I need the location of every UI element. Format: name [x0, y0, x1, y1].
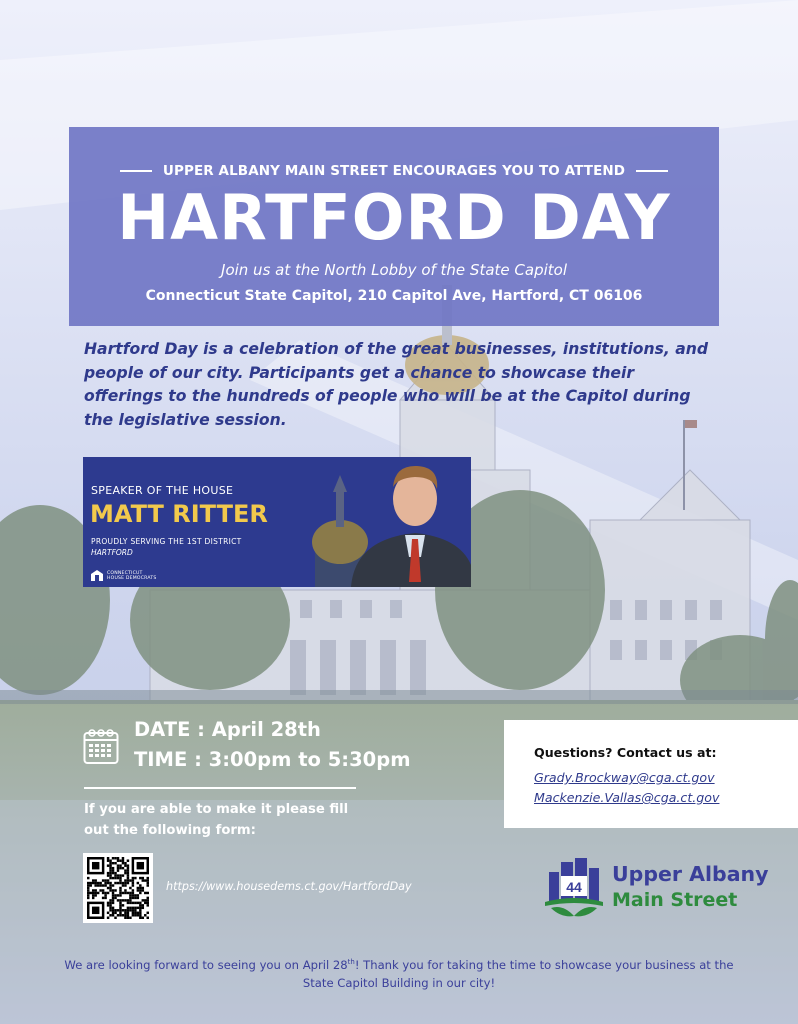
kicker-rule-right [636, 170, 668, 172]
speaker-name: MATT RITTER [90, 500, 268, 528]
calendar-icon [83, 727, 119, 765]
kicker-rule-left [120, 170, 152, 172]
speaker-district: PROUDLY SERVING THE 1ST DISTRICT [91, 537, 242, 546]
upper-albany-logo-icon [543, 858, 605, 918]
org-line1: CONNECTICUT [107, 570, 143, 576]
qr-code[interactable] [83, 853, 153, 923]
contact-email-link[interactable]: Mackenzie.Vallas@cga.ct.gov [534, 790, 720, 805]
form-url-link[interactable]: https://www.housedems.ct.gov/HartfordDay [166, 880, 412, 893]
footer-message [60, 953, 738, 992]
contact-email-link[interactable]: Grady.Brockway@cga.ct.gov [534, 770, 715, 785]
brand-name-line2: Main Street [612, 889, 738, 911]
house-democrats-logo [91, 570, 156, 581]
event-time: TIME : 3:00pm to 5:30pm [134, 748, 411, 771]
event-title: HARTFORD DAY [117, 181, 671, 254]
event-description: Hartford Day is a celebration of the great businesses, institutions, and people of our city. Participants get a chance to showcase their offerings to the hundreds of people who will be at the Capitol during the legislative session. [84, 340, 709, 429]
form-note: If you are able to make it please fill out the following form: [84, 802, 349, 838]
footer-text-part2: ! Thank you for taking the time to showcase your business at the State Capitol Building in our city! [302, 957, 734, 990]
contact-box [504, 720, 798, 828]
brand-badge: 44 [566, 879, 582, 895]
contact-title: Questions? Contact us at: [534, 745, 717, 760]
event-address: Connecticut State Capitol, 210 Capitol Ave, Hartford, CT 06106 [145, 288, 643, 304]
footer-sup: th [347, 958, 355, 966]
speaker-card [83, 457, 471, 587]
org-line2: HOUSE DEMOCRATS [107, 575, 157, 581]
event-date: DATE : April 28th [134, 718, 321, 741]
qr-code-pattern [87, 857, 149, 919]
house-democrats-logo-icon [91, 570, 103, 581]
footer-text-part1: We are looking forward to seeing you on April 28 [64, 957, 348, 972]
kicker-row [69, 163, 719, 179]
kicker-text: UPPER ALBANY MAIN STREET ENCOURAGES YOU TO ATTEND [162, 163, 626, 179]
brand-name-line1: Upper Albany [612, 862, 769, 886]
divider [84, 787, 356, 789]
invite-line: Join us at the North Lobby of the State Capitol [221, 261, 567, 279]
speaker-city: HARTFORD [91, 548, 133, 557]
header-banner [69, 127, 719, 326]
speaker-role: SPEAKER OF THE HOUSE [91, 484, 234, 497]
